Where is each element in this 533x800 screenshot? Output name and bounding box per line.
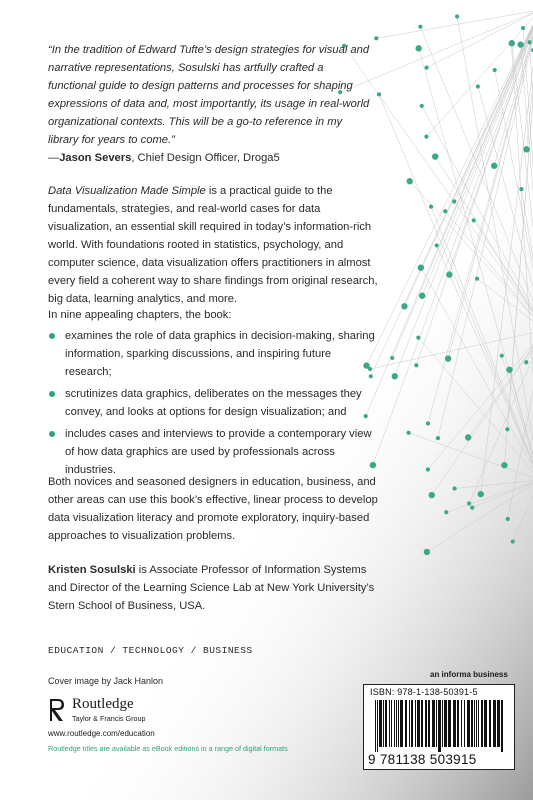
barcode-bar [448,700,451,747]
network-node [436,436,440,440]
network-node [424,135,428,139]
network-node [377,92,381,96]
network-node [470,505,474,509]
barcode-bar [379,700,382,747]
barcode-bar [453,700,456,747]
network-node [478,491,484,497]
subject-categories: EDUCATION / TECHNOLOGY / BUSINESS [48,645,253,656]
author-name: Kristen Sosulski [48,564,136,576]
network-node [444,510,448,514]
feature-list [48,327,378,483]
publisher-url: www.routledge.com/education [48,729,155,738]
barcode-bar [481,700,483,747]
network-node [475,277,479,281]
barcode-bar [436,700,437,747]
quote-author-name: Jason Severs [59,152,132,164]
network-node [429,205,433,209]
network-node [506,517,510,521]
network-node [467,501,471,505]
book-description [48,182,378,308]
network-node [521,26,525,30]
barcode-bar [425,700,427,747]
barcode-bar [489,700,491,747]
isbn-barcode-box [363,684,515,770]
barcode-bar [428,700,430,747]
network-node [426,421,430,425]
network-node [424,549,430,555]
network-node [472,218,476,222]
network-node [506,367,512,373]
author-bio [48,561,378,615]
network-node [445,355,451,361]
barcode-bar [377,700,378,752]
network-node [500,354,504,358]
list-item: examines the role of data graphics in decision-making, sharing information, sparking discussions, and inspiring future research; [48,327,378,381]
network-node [465,434,471,440]
network-node [374,36,378,40]
network-node [435,243,439,247]
barcode-bar [476,700,477,747]
barcode-bar [471,700,473,747]
barcode-bar [411,700,413,747]
publisher-logo [48,695,218,725]
network-node [476,84,480,88]
barcode-bar [432,700,435,747]
description-text: is a practical guide to the fundamentals, strategies, and real-world cases for data visualization, an essential skill required in today’s information-rich world. With foundations rooted in statistics, psychology, and computer science, data visualization offers practitioners in almost every field a coherent way to share findings from original research, big data, learning analytics, and more. [48,185,378,305]
barcode-bar [478,700,479,747]
barcode-bar [415,700,416,747]
barcode-bar [385,700,387,747]
network-node [416,336,420,340]
network-node [501,462,507,468]
barcode-bar [467,700,470,747]
isbn-label: ISBN: 978-1-138-50391-5 [370,687,478,697]
barcode-bar [493,700,496,747]
quote-author-role: , Chief Design Officer, Droga5 [131,152,280,164]
barcode-bar [396,700,397,747]
cover-image-credit: Cover image by Jack Hanlon [48,676,164,686]
barcode-bar [409,700,410,747]
barcode-bar [389,700,390,747]
network-node [519,187,523,191]
barcode-bar [444,700,447,747]
barcode-number: 9 781138 503915 [368,752,477,767]
audience-paragraph: Both novices and seasoned designers in education, business, and other areas can use this book’s effective, linear process to develop data visualization literacy and promote exploratory, inquiry-based approaches to visualization problems. [48,476,378,542]
author-bio-text: is Associate Professor of Information Systems and Director of the Learning Science Lab at New York University’s Stern School of Business, USA. [48,564,375,612]
publisher-group: Taylor & Francis Group [72,714,146,723]
barcode-bar [383,700,384,747]
network-node [406,431,410,435]
barcode-bar [484,700,487,747]
network-node [517,41,523,47]
barcode-bar [375,700,376,752]
barcode-bar [438,700,441,752]
barcode-bar [464,700,465,747]
network-node [491,163,497,169]
barcode-bar [400,700,403,747]
routledge-r-icon [48,697,66,723]
network-node [524,360,528,364]
barcode-bar [461,700,462,747]
barcode-bar [394,700,395,747]
barcode-bar [497,700,500,747]
network-node [505,427,509,431]
network-node [418,264,424,270]
barcode-bar [501,700,503,752]
network-node [446,271,452,277]
network-node [414,363,418,367]
attribution-dash: — [48,152,60,164]
barcode-bar [474,700,475,747]
quote-text: “In the tradition of Edward Tufte’s design strategies for visual and narrative representations, Sosulski has artfully crafted a functional guide to design patterns and processes for shaping expressions of data and, most importantly, its usage in real-world organizational contexts. This will be a go-to reference in my library for years to come.” [48,44,370,146]
network-node [392,373,398,379]
network-node [415,45,421,51]
network-node [452,199,456,203]
quote-attribution [48,149,378,167]
chapters-intro: In nine appealing chapters, the book: [48,309,232,321]
network-node [426,467,430,471]
list-item: includes cases and interviews to provide a contemporary view of how data graphics are used by professionals across industries. [48,425,378,479]
book-title: Data Visualization Made Simple [48,185,206,197]
publisher-name: Routledge [72,696,134,712]
informa-label: an informa business [430,670,508,679]
network-node [523,146,529,152]
network-node [511,539,515,543]
network-node [407,178,413,184]
network-node [425,66,429,70]
barcode-bar [405,700,407,747]
barcode-bar [457,700,459,747]
barcode-bar [417,700,420,747]
network-node [528,40,532,44]
network-node [418,25,422,29]
barcode [369,700,509,755]
network-node [455,14,459,18]
network-node [452,486,456,490]
network-node [493,68,497,72]
network-node [443,209,447,213]
network-node [401,303,407,309]
barcode-bar [398,700,399,747]
network-node [420,104,424,108]
barcode-bar [391,700,392,747]
network-node [390,356,394,360]
ebook-note: Routledge titles are available as eBook editions in a range of digital formats [48,744,288,753]
network-node [419,293,425,299]
barcode-bar [421,700,423,747]
endorsement-quote [48,41,373,149]
barcode-bar [442,700,443,747]
network-node [429,492,435,498]
network-node [509,40,515,46]
network-node [432,153,438,159]
list-item: scrutinizes data graphics, deliberates on the messages they convey, and looks at options for design visualization; and [48,385,378,421]
